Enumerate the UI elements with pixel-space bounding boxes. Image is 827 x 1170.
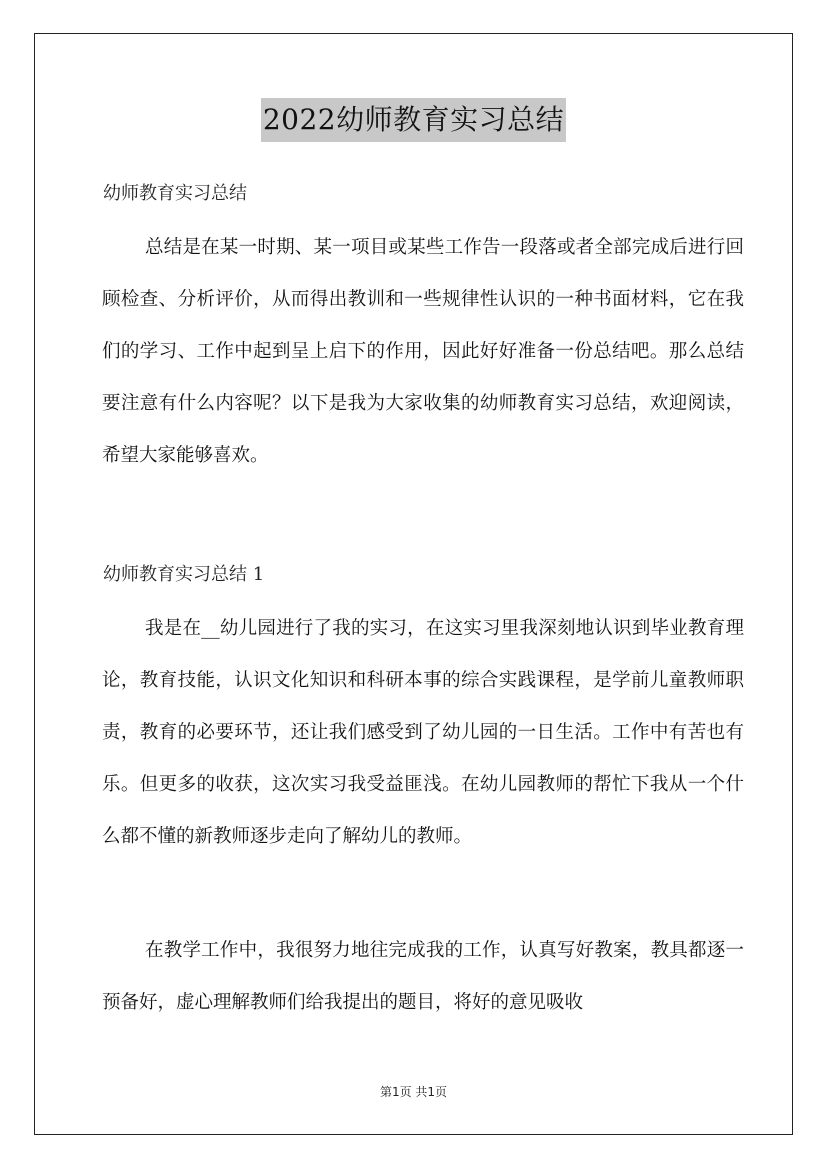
paragraph-2: 在教学工作中，我很努力地往完成我的工作，认真写好教案，教具都逐一预备好，虚心理解教师们给我提出的题目，将好的意见吸收 xyxy=(102,940,744,1013)
paragraph-1: 我是在__幼儿园进行了我的实习，在这实习里我深刻地认识到毕业教育理论，教育技能，认识文化知识和科研本事的综合实践课程，是学前儿童教师职责，教育的必要环节，还让我们感受到了幼儿园的一日生活。工作中有苦也有乐。但更多的收获，这次实习我受益匪浅。在幼儿园教师的帮忙下我从一个什么都不懂的新教师逐步走向了解幼儿的教师。 xyxy=(102,618,744,847)
section-heading-1: 幼师教育实习总结 1 xyxy=(103,564,265,585)
page-title: 2022幼师教育实习总结 xyxy=(261,98,566,142)
title-wrap xyxy=(0,98,827,142)
page-footer: 第1页 共1页 xyxy=(379,1085,448,1099)
intro-paragraph: 总结是在某一时期、某一项目或某些工作告一段落或者全部完成后进行回顾检查、分析评价，从而得出教训和一些规律性认识的一种书面材料，它在我们的学习、工作中起到呈上启下的作用，因此好好准备一份总结吧。那么总结要注意有什么内容呢？以下是我为大家收集的幼师教育实习总结，欢迎阅读，希望大家能够喜欢。 xyxy=(102,237,744,466)
section-heading-intro: 幼师教育实习总结 xyxy=(103,183,247,204)
